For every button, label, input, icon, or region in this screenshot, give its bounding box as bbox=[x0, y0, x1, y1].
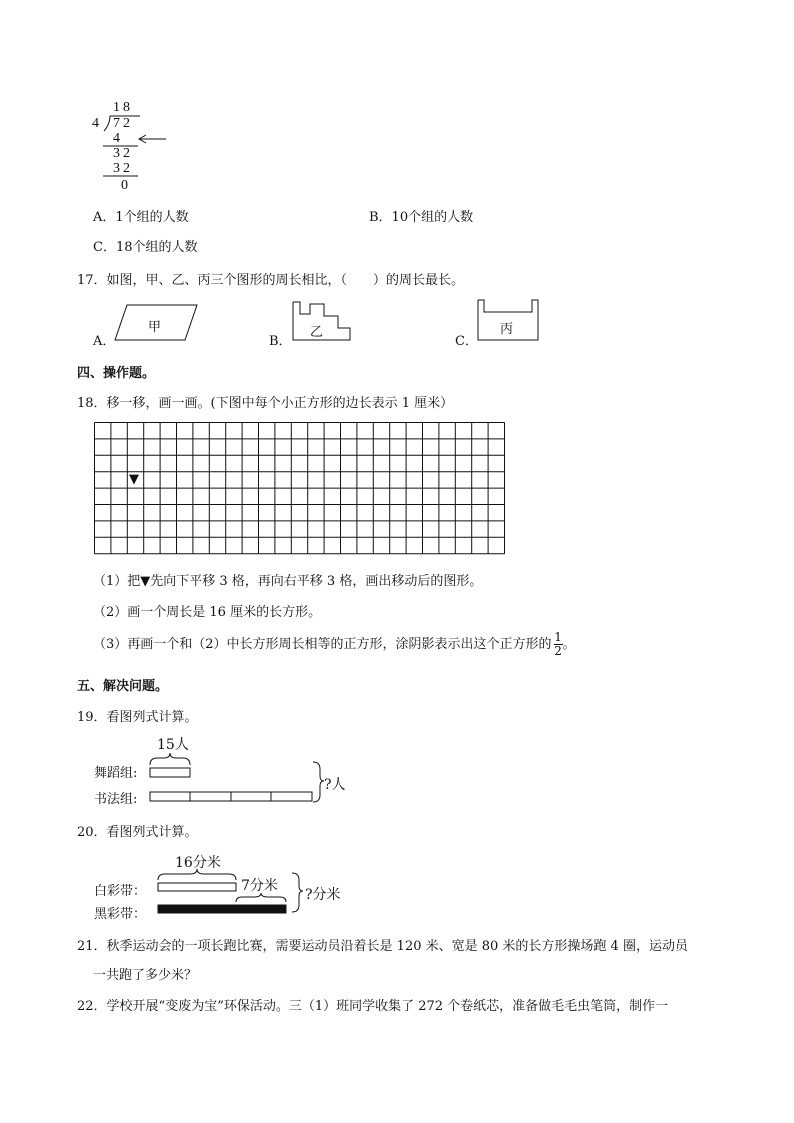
shape-label-bing: 丙 bbox=[500, 322, 514, 337]
section-5-title: 五、解决问题。 bbox=[77, 679, 169, 694]
q18-sub-1: （1）把▼先向下平移 3 格，再向右平移 3 格，画出移动后的图形。 bbox=[93, 574, 483, 589]
q18-sub-2: （2）画一个周长是 16 厘米的长方形。 bbox=[93, 605, 322, 620]
q20-diff-label: 7分米 bbox=[241, 878, 278, 894]
q19-top-label: 15人 bbox=[157, 737, 189, 753]
option-a: A．1个组的人数 bbox=[93, 210, 189, 225]
q20-row-white: 白彩带： bbox=[94, 884, 147, 899]
q19-row-calligraphy: 书法组: bbox=[94, 792, 138, 807]
q18-sub-3-end: 。 bbox=[562, 637, 576, 652]
q20-row-black: 黑彩带： bbox=[94, 907, 147, 922]
q18-sub-3-text: （3）再画一个和（2）中长方形周长相等的正方形，涂阴影表示出这个正方形的 bbox=[93, 637, 552, 652]
option-b: B．10个组的人数 bbox=[369, 210, 474, 225]
triangle-marker: ▼ bbox=[129, 472, 139, 487]
q20-total: ?分米 bbox=[305, 887, 341, 903]
section-4-title: 四、操作题。 bbox=[77, 366, 156, 381]
question-17: 17．如图，甲、乙、丙三个图形的周长相比，（ ）的周长最长。 bbox=[77, 273, 465, 288]
question-18: 18．移一移，画一画。(下图中每个小正方形的边长表示 1 厘米） bbox=[77, 396, 454, 411]
division-step-2: 32 bbox=[113, 146, 133, 161]
question-22-line-1: 22．学校开展“变废为宝”环保活动。三（1）班同学收集了 272 个卷纸芯，准备做毛毛虫笔筒，制作一 bbox=[77, 999, 669, 1014]
division-step-1: 4 bbox=[113, 131, 120, 146]
question-21-line-1: 21．秋季运动会的一项长跑比赛，需要运动员沿着长是 120 米、宽是 80 米的长方形操场跑 4 圈，运动员 bbox=[77, 939, 688, 954]
fraction-denominator: 2 bbox=[554, 644, 562, 658]
q17-option-c: C． bbox=[455, 334, 478, 349]
shape-label-yi: 乙 bbox=[310, 325, 324, 340]
divisor: 4 bbox=[92, 116, 99, 131]
q19-total: ?人 bbox=[324, 777, 346, 793]
option-c: C．18个组的人数 bbox=[93, 240, 198, 255]
question-21-line-2: 一共跑了多少米？ bbox=[93, 968, 198, 983]
q17-option-a: A． bbox=[93, 334, 116, 349]
quotient: 18 bbox=[113, 100, 133, 115]
shape-label-jia: 甲 bbox=[148, 320, 162, 335]
question-19: 19．看图列式计算。 bbox=[77, 710, 198, 725]
dividend: 72 bbox=[113, 116, 133, 131]
division-remainder: 0 bbox=[121, 178, 128, 193]
q19-row-dance: 舞蹈组: bbox=[94, 766, 138, 781]
question-20: 20．看图列式计算。 bbox=[77, 825, 198, 840]
q17-option-b: B． bbox=[269, 334, 292, 349]
q20-top-label: 16分米 bbox=[175, 855, 221, 871]
fraction-numerator: 1 bbox=[554, 630, 562, 644]
division-step-3: 32 bbox=[113, 161, 133, 176]
